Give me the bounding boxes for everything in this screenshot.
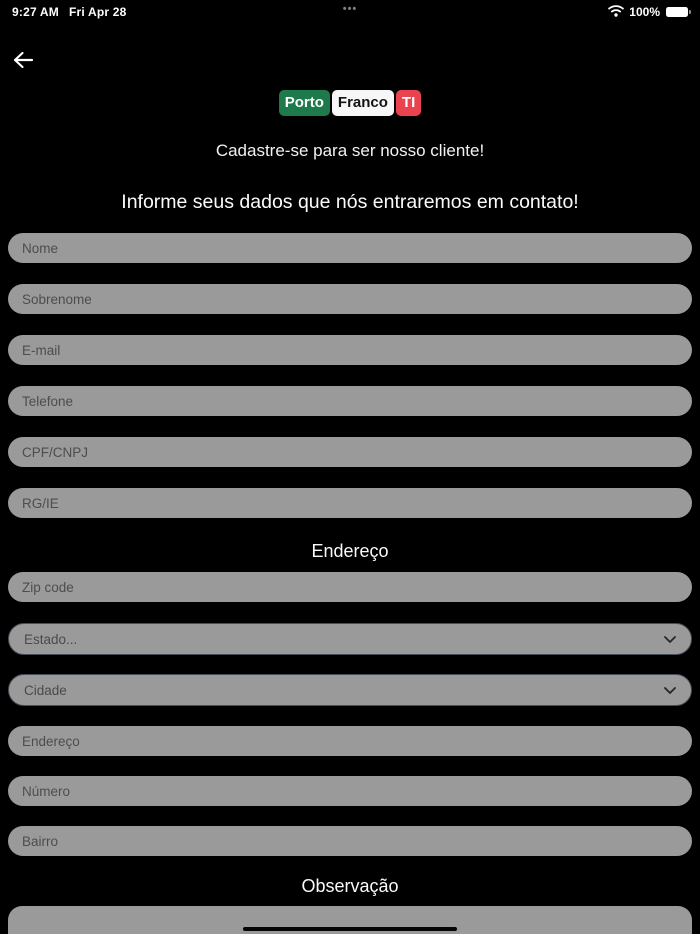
register-title: Cadastre-se para ser nosso cliente! [215,141,485,160]
multitask-dots-icon: ••• [342,3,358,15]
cpf-cnpj-field[interactable] [8,437,692,467]
battery-percent: 100% [629,5,660,19]
home-indicator[interactable] [243,927,457,932]
telefone-field[interactable] [8,386,692,416]
rg-ie-field[interactable] [8,488,692,518]
observation-section-title: Observação [301,876,399,896]
status-indicators [608,5,688,20]
status-bar [0,0,700,22]
numero-field[interactable] [8,776,692,806]
logo-franco: Franco [332,90,394,116]
estado-select[interactable] [8,623,692,655]
app-logo [0,90,700,116]
chevron-down-icon [664,630,676,648]
sobrenome-field[interactable] [8,284,692,314]
zip-code-field[interactable] [8,572,692,602]
wifi-icon [608,5,624,20]
status-time: 9:27 AM [12,5,59,19]
logo-ti: TI [396,90,421,116]
battery-icon [666,7,688,18]
bairro-field[interactable] [8,826,692,856]
cidade-select-value: Cidade [24,682,67,698]
address-section-title: Endereço [311,541,389,561]
endereco-field[interactable] [8,726,692,756]
registration-form [0,233,700,934]
register-instruction: Informe seus dados que nós entraremos em contato! [121,191,579,213]
back-arrow-icon [11,59,35,74]
status-date: Fri Apr 28 [68,5,127,19]
estado-select-value: Estado... [24,631,78,647]
status-time-date [12,5,127,19]
logo-porto: Porto [279,90,330,116]
nome-field[interactable] [8,233,692,263]
chevron-down-icon [664,681,676,699]
email-field[interactable] [8,335,692,365]
cidade-select[interactable] [8,674,692,706]
back-button[interactable] [8,48,38,74]
